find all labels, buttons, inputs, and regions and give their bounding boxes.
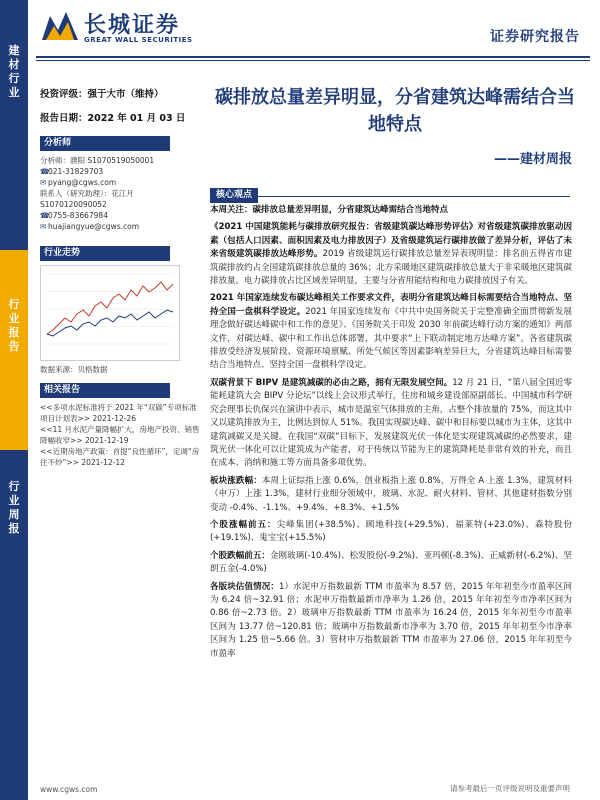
paragraph <box>210 204 572 217</box>
related-report-item[interactable]: <<11 月水泥产量降幅扩大，房地产投资、销售降幅收窄>> 2021-12-19 <box>40 425 200 445</box>
paragraph-lead: 2021 年国家连续发布碳达峰相关工作要求文件，表明分省建筑达峰目标需要结合当地特点、坚持全国一盘棋科学设定。 <box>210 293 572 317</box>
paragraph-lead: 个股涨幅前五： <box>210 519 277 530</box>
report-title: 碳排放总量差异明显，分省建筑达峰需结合当地特点 <box>215 87 575 135</box>
paragraph-lead: 个股跌幅前五： <box>210 550 270 561</box>
paragraph-lead: 双碳背景下 BIPV 是建筑减碳的必由之路，拥有无限发展空间。 <box>210 377 453 388</box>
footer-disclaimer: 请参考最后一页评级说明及重要声明 <box>450 784 570 793</box>
paragraph <box>210 475 572 515</box>
paragraph <box>210 292 572 372</box>
sidebar <box>0 0 28 800</box>
contact-phone <box>40 210 200 221</box>
paragraph-text: 2019 省级建筑运行碳排放总量差异表现明显：排名前五得省市建筑碳排放约占全国建筑碳排放总量的 36%；北方采暖地区建筑碳排放总量大于非采暖地区建筑碳排放量。电力碳排放占比区域差异明显，主要与分省用能结构和电力碳排放因子有关。 <box>210 249 572 287</box>
sidebar-top-label: 建材行业 <box>8 44 20 99</box>
email-icon: ✉ <box>40 222 47 231</box>
related-report-item[interactable]: <<近期房地产政策：首提“良性循环”，定调“房住不炒”>> 2021-12-12 <box>40 447 200 467</box>
analyst-line: 分析师：濮阳 S1070519050001 <box>40 156 155 165</box>
report-date: 报告日期：2022 年 01 月 03 日 <box>40 113 186 124</box>
paragraph-text: 金刚玻璃(-10.4%)、松发股份(-9.2%)、亚玛顿(-8.3%)、正威新材(-6.2%)、坚朗五金(-4.0%) <box>210 550 572 575</box>
header-rule-thin <box>36 60 590 61</box>
sidebar-bottom-label: 行业周报 <box>8 480 20 535</box>
chart-series-line <box>47 310 173 336</box>
analyst-heading: 分析师 <box>40 136 170 151</box>
report-subtitle: ——建材周报 <box>493 152 572 167</box>
contact-email[interactable] <box>40 221 200 232</box>
core-view-heading <box>210 182 570 200</box>
paragraph <box>210 550 572 577</box>
logo-mark-icon <box>40 10 80 44</box>
report-body <box>210 204 572 665</box>
contact-line: 联系人（研究助理）：花江月 <box>40 189 134 198</box>
paragraph <box>210 581 572 661</box>
email-text[interactable]: pyang@cgws.com <box>48 178 117 187</box>
email-icon: ✉ <box>40 178 47 187</box>
paragraph-text: 2021 年国家连续发布《中共中央国务院关于完整准确全面贯彻新发展理念做好碳达峰碳中和工作的意见》、《国务院关于印发 2030 年前碳达峰行动方案的通知》两部文件，对碳达峰、碳中和工作出总体部署，其中要求“上下联动制定地方达峰方案”。各省建筑碳排放受经济发展阶段、资源环境禀赋、所处气候区等因素影响差异巨大，分省建筑达峰目标需要结合当地特点、坚持全国一盘棋科学设定。 <box>210 306 572 371</box>
investment-rating: 投资评级：强于大市（维持） <box>40 89 164 100</box>
phone-text: 0755-83667984 <box>48 211 108 220</box>
logo-text-en: GREAT WALL SECURITIES <box>84 36 193 44</box>
analyst-phone <box>40 166 200 177</box>
related-reports <box>40 402 200 468</box>
chart-source: 数据来源：贝格数据 <box>40 365 108 374</box>
paragraph-text: 尖峰集团(+38.5%)、顾地科技(+29.5%)、福莱特(+23.0%)、森特股份(+19.1%)、鬼宝宝(+15.5%) <box>210 519 572 544</box>
paragraph <box>210 221 572 288</box>
paragraph-lead: 本周关注：碳排放总量差异明显，分省建筑达峰需结合当地特点 <box>210 205 449 215</box>
paragraph-lead: 板块涨跌幅： <box>210 475 262 486</box>
chart-series-line <box>47 282 173 334</box>
core-view-label: 核心观点 <box>210 188 258 203</box>
sidebar-middle-label: 行业报告 <box>8 298 20 353</box>
paragraph-lead: 《2021 中国建筑能耗与碳排放研究报告：省级建筑碳达峰形势评估》对省级建筑碳排放驱动因素（包括人口因素、面积因素及电力排放因子）及省级建筑运行碳排放做了差异分析，评估了未来省级建筑碳排放达峰形势。 <box>210 222 572 260</box>
analyst-info <box>40 155 200 232</box>
phone-icon: ☎ <box>40 211 50 220</box>
paragraph <box>210 519 572 546</box>
logo-text-cn: 长城证券 <box>84 12 181 38</box>
header-rule <box>36 56 590 58</box>
related-report-item[interactable]: <<多项水泥标准将于 2021 年“双碳”专项标准项目计划表>> 2021-12-26 <box>40 403 197 423</box>
paragraph-lead: 各版块估值情况： <box>210 581 279 592</box>
paragraph-text: 1）水泥申万指数最新 TTM 市盈率为 8.57 倍，2015 年年初至今市盈率区间为 6.24 倍~32.91 倍；水泥申万指数最新市净率为 1.26 倍，2015 年年初至今市净率区间为 0.86 倍~2.73 倍。2）玻璃申万指数最新 TTM 市盈率为 16.24 倍，2015 年年初至今市盈率区间为 13.77 倍~120.81 倍；玻璃申万指数最新市净率为 3.70 倍，2015 年年初至今市净率区间为 1.25 倍~5.66 倍。3）管材申万指数最新 TTM 市盈率为 27.06 倍，2015 年年初至今市盈率 <box>210 581 572 659</box>
email-text[interactable]: huajiangyue@cgws.com <box>48 222 140 231</box>
paragraph <box>210 377 572 471</box>
left-column <box>40 86 200 468</box>
analyst-email[interactable] <box>40 177 200 188</box>
trend-heading: 行业走势 <box>40 246 170 261</box>
contact-cert: S1070120090052 <box>40 200 107 209</box>
trend-chart-svg <box>41 266 179 360</box>
paragraph-text: 本周上证综指上涨 0.6%，创业板指上涨 0.8%，万得全 A 上涨 1.3%，建筑材料（申万）上涨 1.3%，建材行业细分领域中，玻璃、水泥、耐火材料、管材、其他建材指数分别变动 -0.4%、-1.1%、+9.4%、+8.3%、+1.5% <box>210 475 572 513</box>
industry-trend-chart <box>40 265 180 361</box>
phone-text: 021-31829703 <box>48 167 104 176</box>
paragraph-text: 12 月 21 日，“第八届全国近零能耗建筑大会 BIPV 分论坛”以线上会议形式举行，住房和城乡建设部原副部长、中国城市科学研究会理事长仇保兴在演讲中表示，城市是温室气体排放的主角，占整个排放量的 75%，而这其中又以建筑排放为主，比例达到惊人 51%。我国实现碳达峰、碳中和目标要以城市为主体，这其中建筑减碳又是关键。在我国“双碳”目标下，发展建筑光伏一体化是实现建筑减碳的必然要求，建筑光伏一体化可以让建筑成为产能者，对于传统以节能为主的建筑降耗是非常有效的补充，而且在成本、消纳和施工等方面具备多项优势。 <box>210 377 572 469</box>
footer-url[interactable]: www.cgws.com <box>40 785 98 794</box>
related-heading: 相关报告 <box>40 383 170 398</box>
phone-icon: ☎ <box>40 167 50 176</box>
company-logo <box>40 8 230 48</box>
report-type: 证券研究报告 <box>490 29 580 45</box>
